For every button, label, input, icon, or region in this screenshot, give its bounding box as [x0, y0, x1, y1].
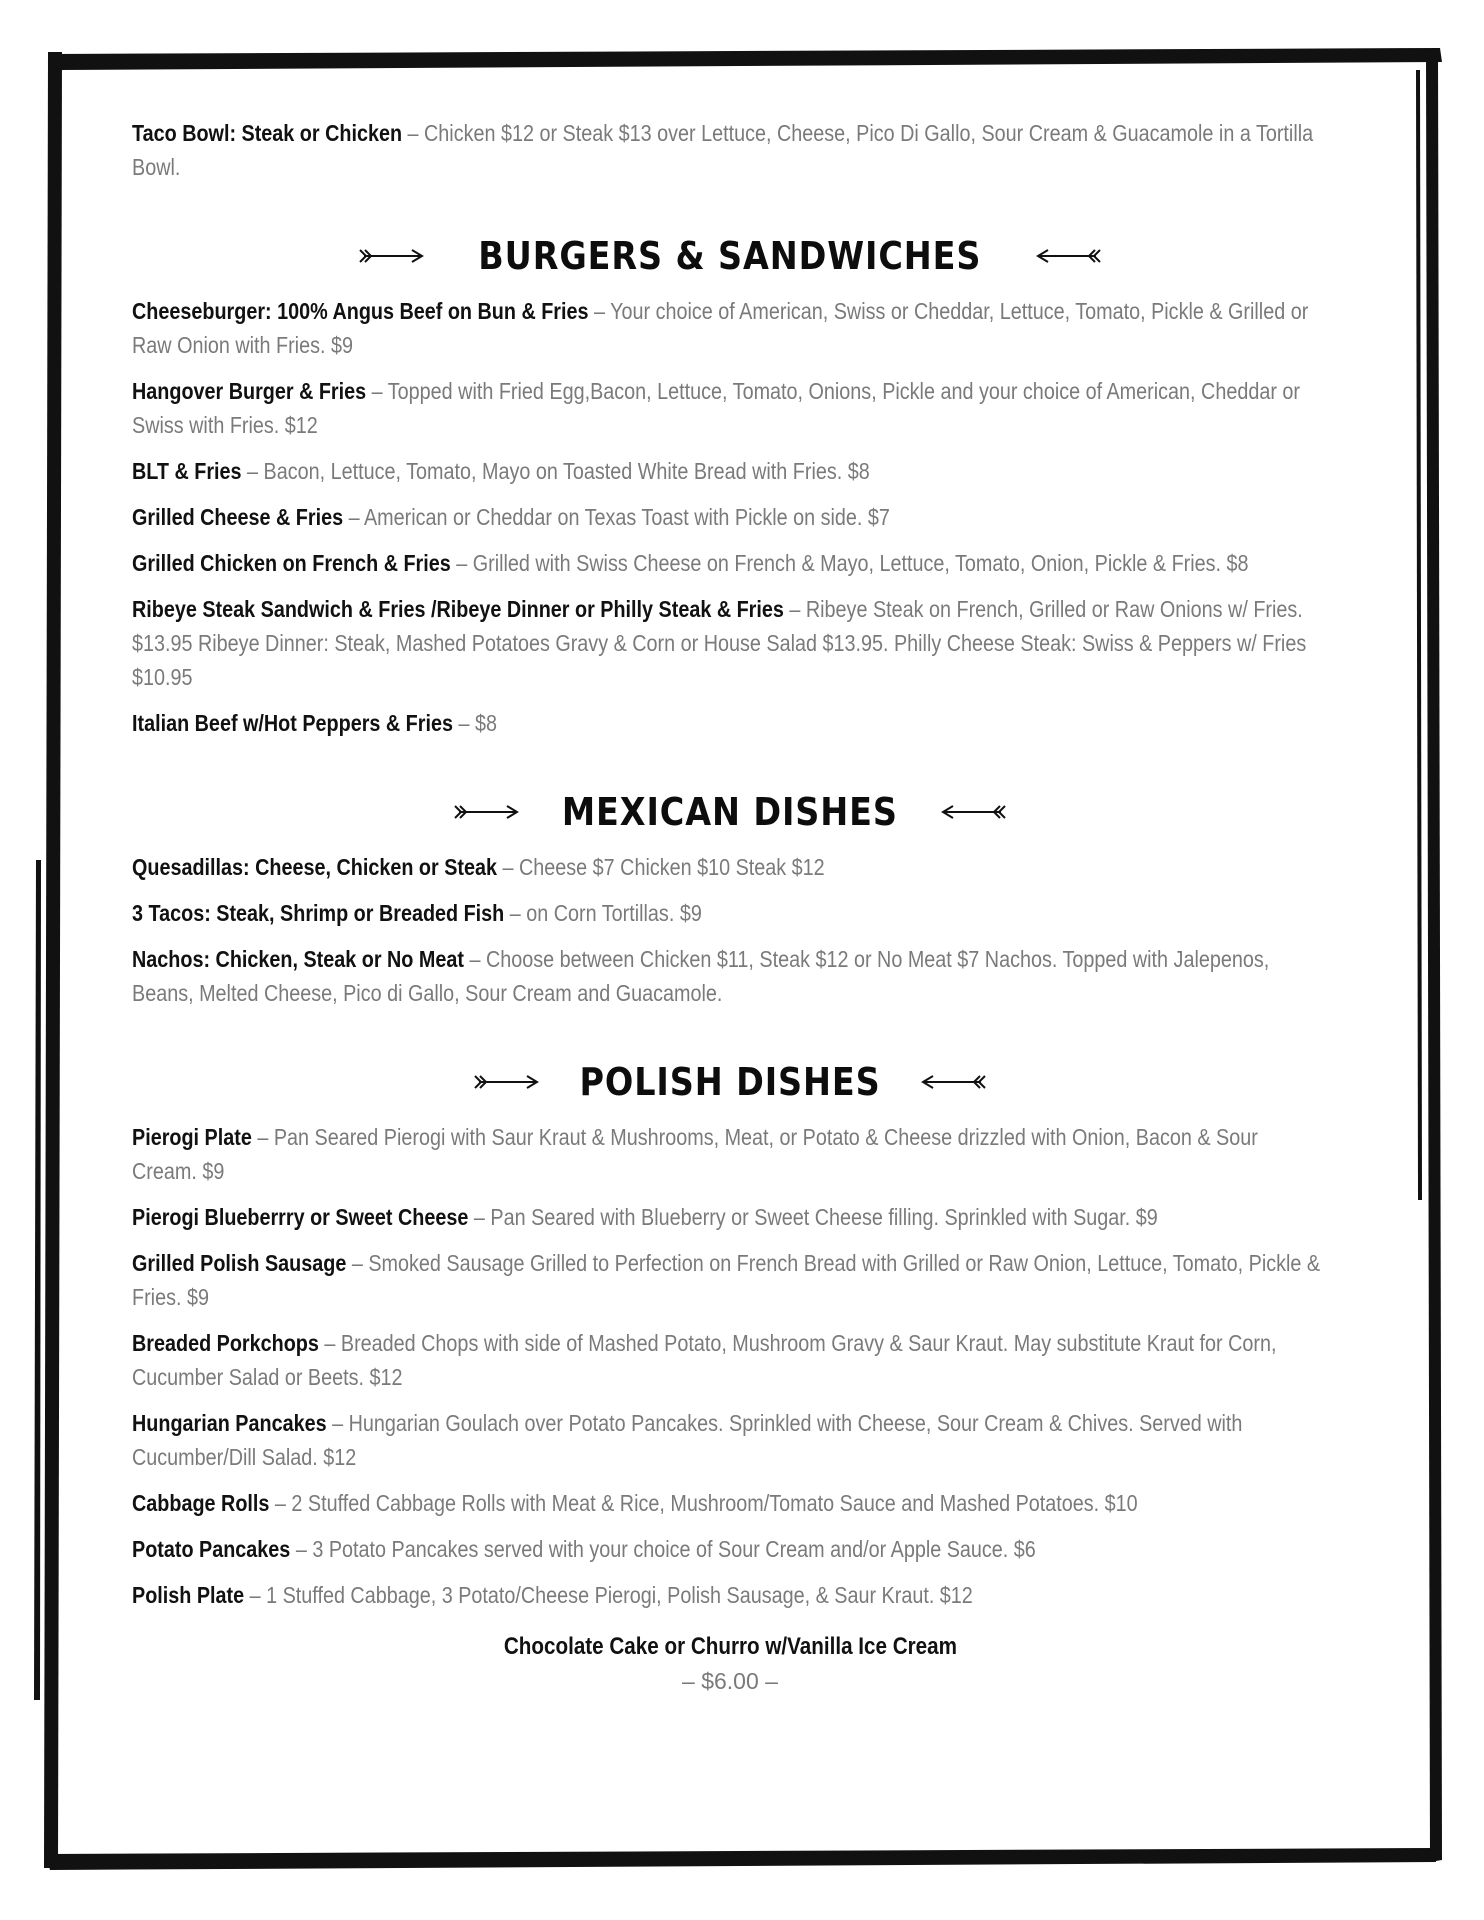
menu-item-description: Pan Seared Pierogi with Saur Kraut & Mushrooms, Meat, or Potato & Cheese drizzled with Onion, Bacon & Sour Cream. $9 — [132, 1124, 1258, 1184]
menu-item-name: Breaded Porkchops — [132, 1330, 319, 1356]
menu-item — [132, 116, 1327, 184]
section-heading — [132, 1056, 1328, 1108]
menu-item — [132, 454, 1327, 488]
menu-item — [132, 1246, 1327, 1314]
menu-item-name: Taco Bowl: Steak or Chicken — [132, 120, 403, 146]
menu-item-separator: – — [269, 1490, 292, 1516]
section-title: BURGERS & SANDWICHES — [478, 234, 982, 278]
menu-item-separator: – — [318, 1330, 341, 1356]
menu-item — [132, 1578, 1327, 1612]
menu-item-name: Grilled Cheese & Fries — [132, 504, 344, 530]
menu-item — [132, 942, 1327, 1010]
menu-item-description: Grilled with Swiss Cheese on French & Mayo, Lettuce, Tomato, Onion, Pickle & Fries. $8 — [472, 550, 1249, 576]
menu-item-name: Pierogi Blueberrry or Sweet Cheese — [132, 1204, 469, 1230]
menu-item-description: Your choice of American, Swiss or Cheddar, Lettuce, Tomato, Pickle & Grilled or Raw Onion with Fries. $9 — [132, 298, 1309, 358]
menu-item-separator: – — [251, 1124, 274, 1150]
menu-content — [132, 116, 1328, 1698]
menu-item — [132, 850, 1327, 884]
menu-sections — [132, 230, 1328, 1612]
menu-item-separator: – — [588, 298, 611, 324]
dessert-price: – $6.00 – — [682, 1668, 778, 1694]
intro-items — [132, 116, 1328, 184]
menu-item — [132, 706, 1327, 740]
menu-item-description: on Corn Tortillas. $9 — [526, 900, 702, 926]
menu-item-separator: – — [504, 900, 527, 926]
menu-item-name: 3 Tacos: Steak, Shrimp or Breaded Fish — [132, 900, 505, 926]
menu-item — [132, 374, 1327, 442]
menu-item-description: Hungarian Goulach over Potato Pancakes. Sprinkled with Cheese, Sour Cream & Chives. Served with Cucumber/Dill Salad. $12 — [132, 1410, 1243, 1470]
section-heading — [132, 786, 1328, 838]
menu-item — [132, 1120, 1327, 1188]
dessert — [132, 1630, 1328, 1698]
menu-item-separator: – — [326, 1410, 349, 1436]
menu-item-description: Bacon, Lettuce, Tomato, Mayo on Toasted White Bread with Fries. $8 — [263, 458, 870, 484]
arrow-left-icon — [937, 802, 1007, 822]
menu-item — [132, 1486, 1327, 1520]
menu-item-description: Topped with Fried Egg,Bacon, Lettuce, Tomato, Onions, Pickle and your choice of American, Cheddar or Swiss with Fries. $12 — [132, 378, 1300, 438]
menu-item-description: 2 Stuffed Cabbage Rolls with Meat & Rice, Mushroom/Tomato Sauce and Mashed Potatoes. $10 — [291, 1490, 1138, 1516]
menu-item-name: Cheeseburger: 100% Angus Beef on Bun & Fries — [132, 298, 589, 324]
menu-item-name: Quesadillas: Cheese, Chicken or Steak — [132, 854, 497, 880]
menu-item — [132, 896, 1327, 930]
dessert-name: Chocolate Cake or Churro w/Vanilla Ice Cream — [503, 1633, 957, 1660]
menu-item-name: Hungarian Pancakes — [132, 1410, 327, 1436]
menu-item-description: 3 Potato Pancakes served with your choice of Sour Cream and/or Apple Sauce. $6 — [312, 1536, 1036, 1562]
menu-item-name: Ribeye Steak Sandwich & Fries /Ribeye Dinner or Philly Steak & Fries — [132, 596, 784, 622]
arrow-right-icon — [453, 802, 523, 822]
menu-item-description: Pan Seared with Blueberry or Sweet Cheese filling. Sprinkled with Sugar. $9 — [490, 1204, 1158, 1230]
menu-item-description: Cheese $7 Chicken $10 Steak $12 — [518, 854, 825, 880]
menu-item-separator: – — [343, 504, 364, 530]
menu-item — [132, 294, 1327, 362]
menu-item-separator: – — [463, 946, 486, 972]
menu-item — [132, 1532, 1327, 1566]
section-title: POLISH DISHES — [579, 1060, 881, 1104]
menu-item-separator: – — [496, 854, 519, 880]
menu-item-separator: – — [366, 378, 388, 404]
menu-item-name: Grilled Polish Sausage — [132, 1250, 347, 1276]
menu-item — [132, 500, 1327, 534]
menu-item-separator: – — [468, 1204, 491, 1230]
menu-item-separator: – — [402, 120, 425, 146]
menu-item-name: Italian Beef w/Hot Peppers & Fries — [132, 710, 453, 736]
menu-item-description: Breaded Chops with side of Mashed Potato, Mushroom Gravy & Saur Kraut. May substitute Kraut for Corn, Cucumber Salad or Beets. $12 — [132, 1330, 1277, 1390]
menu-item-description: Choose between Chicken $11, Steak $12 or No Meat $7 Nachos. Topped with Jalepenos, Beans, Melted Cheese, Pico di Gallo, Sour Cream and Guacamole. — [132, 946, 1270, 1006]
menu-item-separator: – — [290, 1536, 313, 1562]
menu-item-description: $8 — [474, 710, 497, 736]
menu-item-name: Hangover Burger & Fries — [132, 378, 367, 404]
menu-item-description: American or Cheddar on Texas Toast with Pickle on side. $7 — [363, 504, 890, 530]
menu-item-description: 1 Stuffed Cabbage, 3 Potato/Cheese Pierogi, Polish Sausage, & Saur Kraut. $12 — [266, 1582, 973, 1608]
menu-item-separator: – — [241, 458, 264, 484]
menu-item — [132, 546, 1327, 580]
menu-item — [132, 1200, 1327, 1234]
menu-item-separator: – — [346, 1250, 369, 1276]
menu-item-description: Ribeye Steak on French, Grilled or Raw Onions w/ Fries. $13.95 Ribeye Dinner: Steak, Mashed Potatoes Gravy & Corn or House Salad $13.95. Philly Cheese Steak: Swiss & Peppers w/ Fries $10.95 — [132, 596, 1307, 690]
menu-item — [132, 1406, 1327, 1474]
menu-item — [132, 592, 1327, 694]
arrow-left-icon — [917, 1072, 987, 1092]
menu-item-separator: – — [452, 710, 475, 736]
menu-item-separator: – — [450, 550, 473, 576]
menu-item-separator: – — [244, 1582, 267, 1608]
section-title: MEXICAN DISHES — [562, 790, 898, 834]
menu-item-name: BLT & Fries — [132, 458, 242, 484]
arrow-left-icon — [1032, 246, 1102, 266]
section-heading — [132, 230, 1328, 282]
arrow-right-icon — [473, 1072, 543, 1092]
menu-item-name: Polish Plate — [132, 1582, 245, 1608]
arrow-right-icon — [358, 246, 428, 266]
menu-item-description: Smoked Sausage Grilled to Perfection on French Bread with Grilled or Raw Onion, Lettuce, Tomato, Pickle & Fries. $9 — [132, 1250, 1321, 1310]
menu-item-name: Cabbage Rolls — [132, 1490, 270, 1516]
menu-item-separator: – — [783, 596, 806, 622]
menu-item-name: Potato Pancakes — [132, 1536, 291, 1562]
menu-item-name: Grilled Chicken on French & Fries — [132, 550, 451, 576]
menu-item-name: Nachos: Chicken, Steak or No Meat — [132, 946, 464, 972]
menu-item-name: Pierogi Plate — [132, 1124, 252, 1150]
menu-item — [132, 1326, 1327, 1394]
menu-item-description: Chicken $12 or Steak $13 over Lettuce, Cheese, Pico Di Gallo, Sour Cream & Guacamole in a Tortilla Bowl. — [132, 120, 1314, 180]
